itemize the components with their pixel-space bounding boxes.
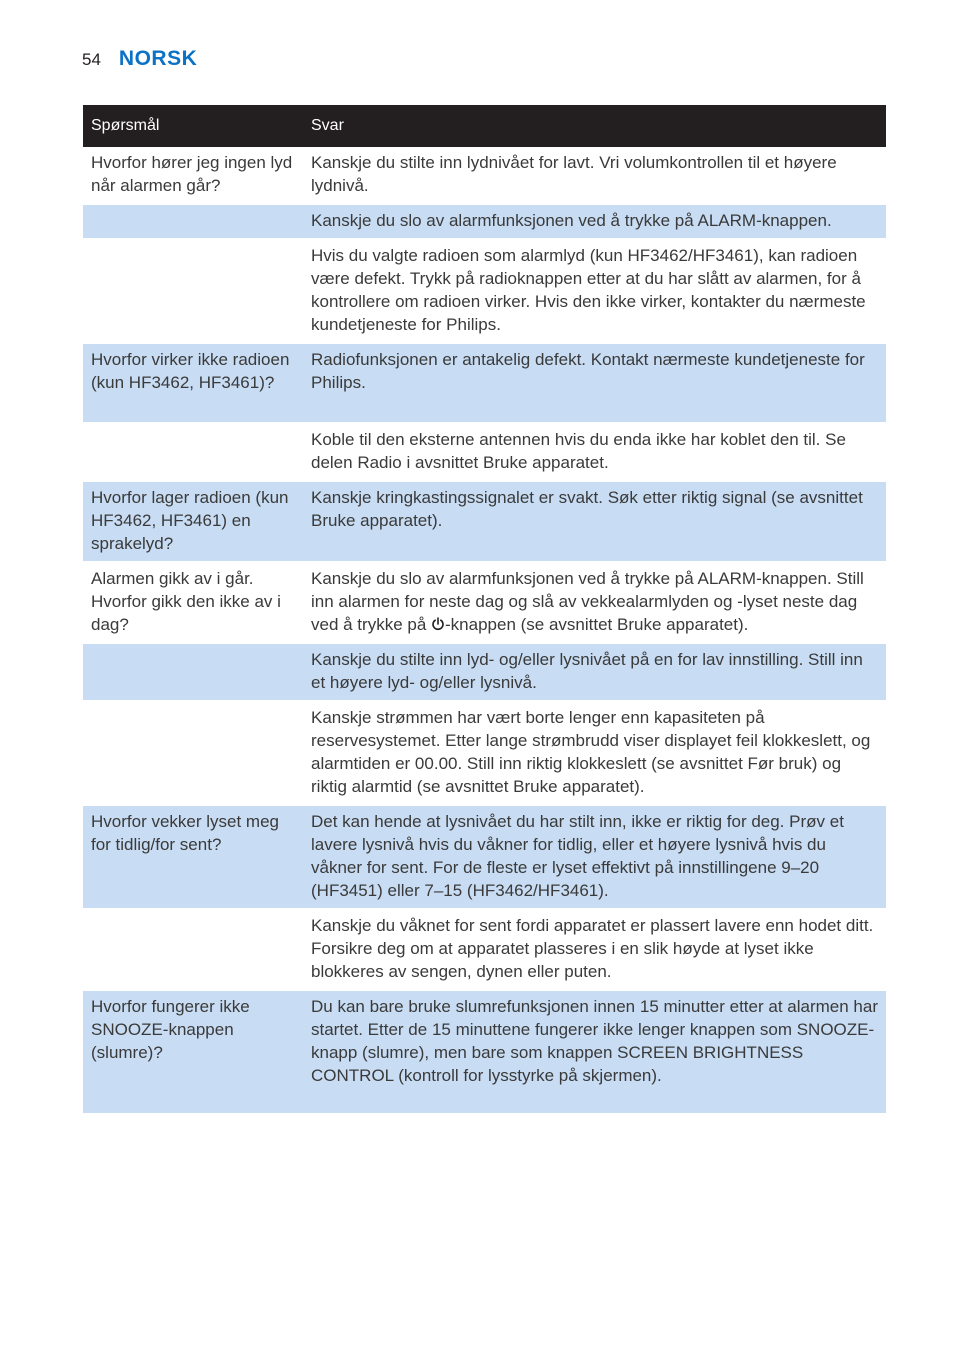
table-row [83, 643, 886, 701]
answer-cell: Koble til den eksterne antennen hvis du enda ikke har koblet den til. Se delen Radio i avsnittet Bruke apparatet. [303, 423, 886, 481]
answer-text-part: -knappen (se avsnittet Bruke apparatet). [445, 615, 749, 634]
question-cell: Hvorfor lager radioen (kun HF3462, HF3461) en sprakelyd? [83, 481, 303, 562]
answer-cell: Kanskje strømmen har vært borte lenger enn kapasiteten på reservesystemet. Etter lange strømbrudd viser displayet feil klokkeslett, og alarmtiden er 00.00. Still inn riktig klokkeslett (se avsnittet Før bruk) og riktig alarmtid (se avsnittet Bruke apparatet). [303, 701, 886, 805]
page-header [82, 47, 197, 71]
question-cell [83, 239, 303, 343]
question-cell: Hvorfor vekker lyset meg for tidlig/for sent? [83, 805, 303, 909]
question-cell [83, 423, 303, 481]
question-cell [83, 643, 303, 701]
answer-cell: Kanskje du våknet for sent fordi apparatet er plassert lavere enn hodet ditt. Forsikre deg om at apparatet plasseres i en slik høyde at lyset ikke blokkeres av sengen, dynen eller puten. [303, 909, 886, 990]
table-header-row [83, 105, 886, 147]
table-row [83, 909, 886, 990]
answer-cell: Du kan bare bruke slumrefunksjonen innen 15 minutter etter at alarmen har startet. Etter de 15 minuttene fungerer ikke lenger knappen som SNOOZE-knapp (slumre), men bare som knappen SCREEN BRIGHTNESS CONTROL (kontroll for lysstyrke på skjermen). [303, 990, 886, 1114]
column-header-answer: Svar [303, 105, 886, 147]
table-row [83, 343, 886, 423]
table-row [83, 147, 886, 204]
power-icon [431, 617, 445, 631]
troubleshooting-table [83, 105, 886, 1115]
column-header-question: Spørsmål [83, 105, 303, 147]
table-row [83, 562, 886, 643]
table-row [83, 805, 886, 909]
question-cell [83, 701, 303, 805]
section-language-title: NORSK [118, 47, 198, 70]
answer-cell [303, 562, 886, 643]
answer-cell: Hvis du valgte radioen som alarmlyd (kun HF3462/HF3461), kan radioen være defekt. Trykk på radioknappen etter at du har slått av alarmen, for å kontrollere om radioen virker. Hvis den ikke virker, kontakter du nærmeste kundetjeneste for Philips. [303, 239, 886, 343]
question-cell [83, 204, 303, 239]
answer-text-part: Kanskje du slo av alarmfunksjonen ved å trykke på ALARM-knappen. Still inn alarmen for neste dag og slå av vekkealarmlyden og -lyset neste dag ved å trykke på [311, 569, 864, 634]
table-row [83, 204, 886, 239]
answer-cell: Kanskje du stilte inn lydnivået for lavt. Vri volumkontrollen til et høyere lydnivå. [303, 147, 886, 204]
answer-cell: Det kan hende at lysnivået du har stilt inn, ikke er riktig for deg. Prøv et lavere lysnivå hvis du våkner for tidlig, eller et høyere lysnivå hvis du våkner for sent. For de fleste er lyset effektivt på innstillingene 9–20 (HF3451) eller 7–15 (HF3462/HF3461). [303, 805, 886, 909]
answer-cell: Kanskje du stilte inn lyd- og/eller lysnivået på en for lav innstilling. Still inn et høyere lyd- og/eller lysnivå. [303, 643, 886, 701]
question-cell: Hvorfor hører jeg ingen lyd når alarmen går? [83, 147, 303, 204]
table-row [83, 990, 886, 1114]
question-cell: Hvorfor fungerer ikke SNOOZE-knappen (slumre)? [83, 990, 303, 1114]
answer-cell: Radiofunksjonen er antakelig defekt. Kontakt nærmeste kundetjeneste for Philips. [303, 343, 886, 423]
question-cell [83, 909, 303, 990]
table-row [83, 481, 886, 562]
table-row [83, 239, 886, 343]
answer-cell: Kanskje kringkastingssignalet er svakt. Søk etter riktig signal (se avsnittet Bruke apparatet). [303, 481, 886, 562]
table-row [83, 423, 886, 481]
question-cell: Alarmen gikk av i går. Hvorfor gikk den ikke av i dag? [83, 562, 303, 643]
table-row [83, 701, 886, 805]
page-number: 54 [82, 50, 101, 69]
question-cell: Hvorfor virker ikke radioen (kun HF3462, HF3461)? [83, 343, 303, 423]
answer-cell: Kanskje du slo av alarmfunksjonen ved å trykke på ALARM-knappen. [303, 204, 886, 239]
